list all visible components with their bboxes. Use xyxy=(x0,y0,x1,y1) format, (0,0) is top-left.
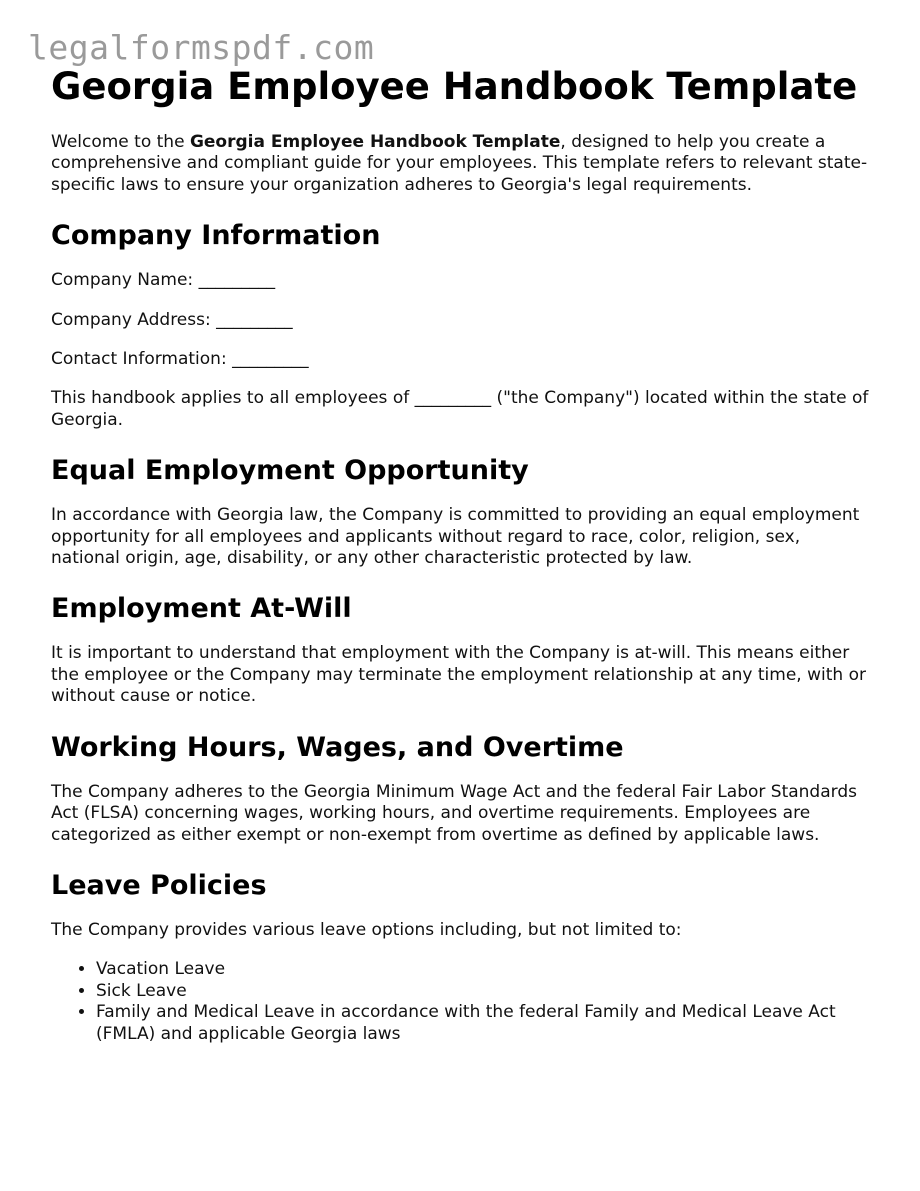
wages-heading: Working Hours, Wages, and Overtime xyxy=(51,731,624,763)
page-title: Georgia Employee Handbook Template xyxy=(51,65,858,108)
document-body xyxy=(51,62,871,1045)
leave-paragraph: The Company provides various leave options including, but not limited to: xyxy=(51,919,682,940)
contact-information-field: Contact Information: _________ xyxy=(51,349,309,370)
intro-paragraph xyxy=(51,132,871,196)
equal-employment-paragraph: In accordance with Georgia law, the Company is committed to providing an equal employment opportunity for all employees and applicants without regard to race, color, religion, sex, national origin, age, disability, or any other characteristic protected by law. xyxy=(51,505,860,569)
applicability-paragraph: This handbook applies to all employees of _________ ("the Company") located within the state of Georgia. xyxy=(51,388,869,430)
intro-text-before: Welcome to the xyxy=(51,132,190,152)
site-watermark: legalformspdf.com xyxy=(28,28,375,67)
intro-text-bold: Georgia Employee Handbook Template xyxy=(189,132,561,152)
at-will-heading: Employment At-Will xyxy=(51,593,352,625)
leave-heading: Leave Policies xyxy=(51,869,267,901)
list-item: • Family and Medical Leave in accordance with the federal Family and Medical Leave Act (FMLA) and applicable Georgia laws xyxy=(96,1002,871,1045)
intro-text-after: , designed to help you create a comprehensive and compliant guide for your employees. This template refers to relevant state-specific laws to ensure your organization adheres to Georgia's legal requirements. xyxy=(51,132,868,195)
company-info-heading: Company Information xyxy=(51,220,381,252)
company-name-field: Company Name: _________ xyxy=(51,270,276,291)
leave-list xyxy=(51,959,871,1045)
at-will-paragraph: It is important to understand that employment with the Company is at-will. This means either the employee or the Company may terminate the employment relationship at any time, with or without cause or notice. xyxy=(51,643,866,707)
list-item: • Vacation Leave xyxy=(96,959,871,980)
list-item: • Sick Leave xyxy=(96,981,871,1002)
equal-employment-heading: Equal Employment Opportunity xyxy=(51,455,529,487)
wages-paragraph: The Company adheres to the Georgia Minimum Wage Act and the federal Fair Labor Standards Act (FLSA) concerning wages, working hours, and overtime requirements. Employees are categorized as either exempt or non-exempt from overtime as defined by applicable laws. xyxy=(51,781,857,845)
company-address-field: Company Address: _________ xyxy=(51,309,293,330)
